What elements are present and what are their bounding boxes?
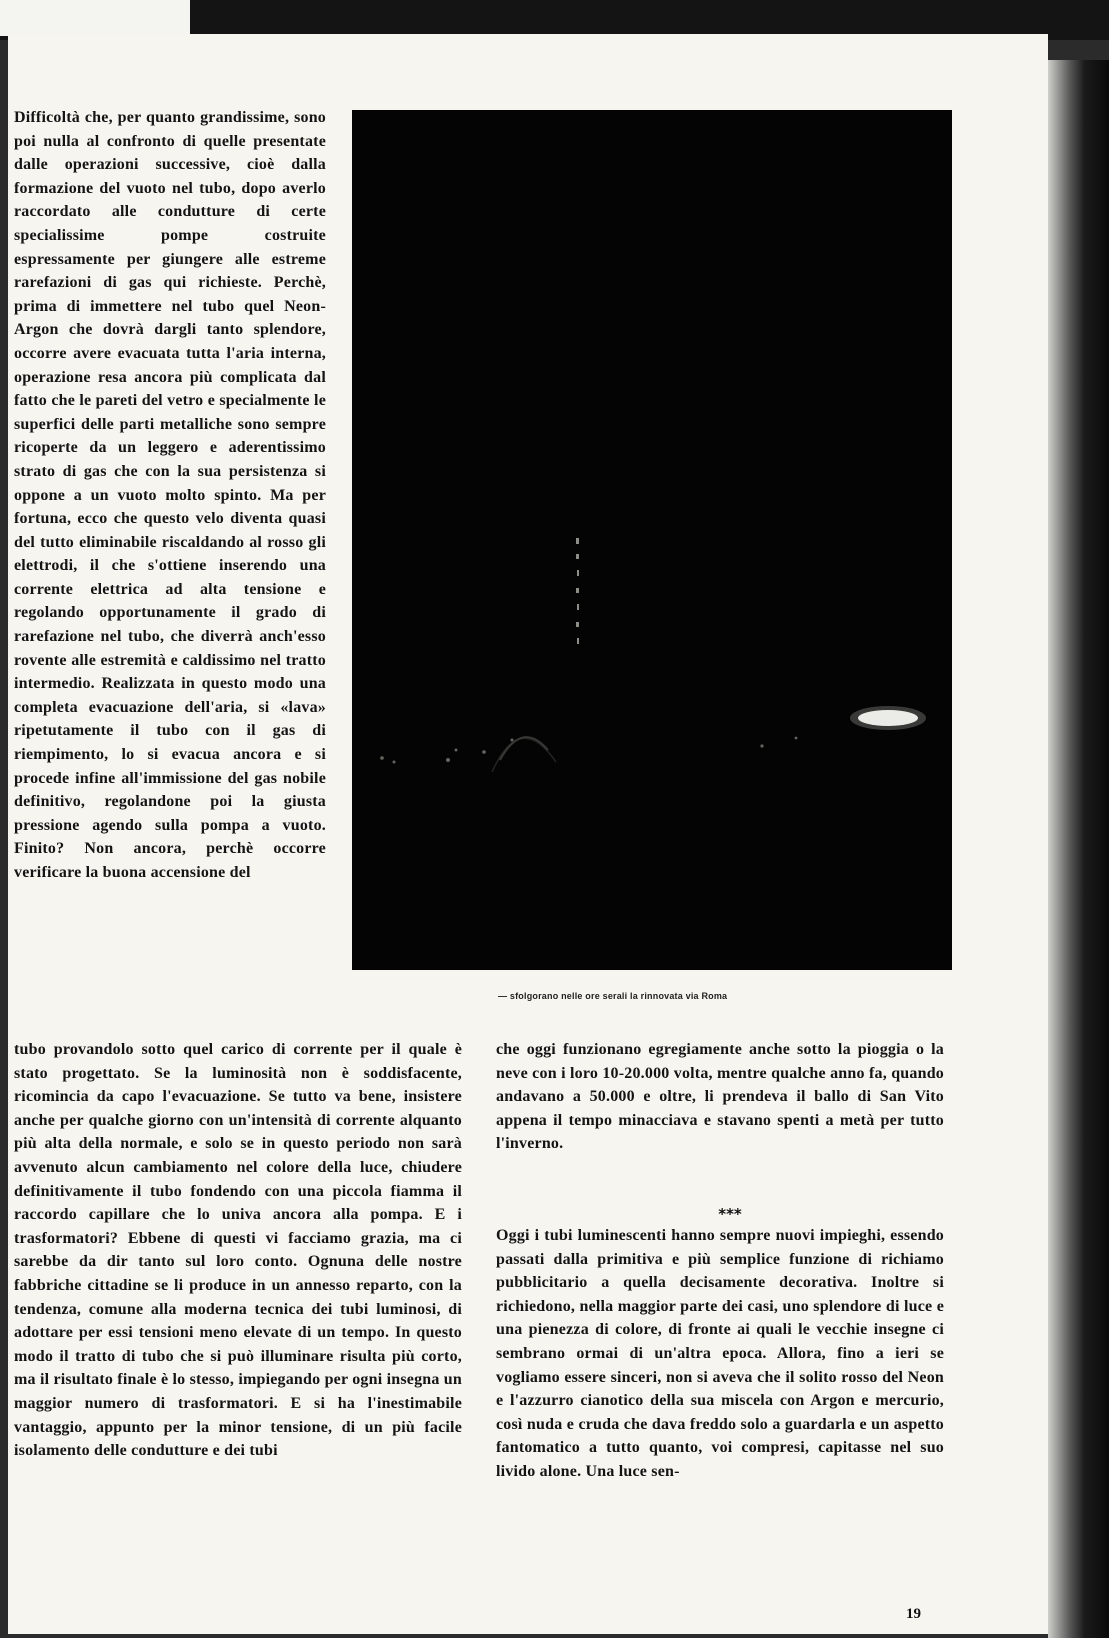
right-paragraph-1: che oggi funzionano egregiamente anche sotto la pioggia o la neve con i loro 10-20.000 volta, mentre qualche anno fa, quando andavano a 50.000 e oltre, li prendeva il ballo di San Vito appena il tempo minacciava e stavano spenti a metà per tutto l'inverno. bbox=[496, 1041, 944, 1153]
article-left-column: Difficoltà che, per quanto grandissime, sono poi nulla al confronto di quelle presentate dalle operazioni successive, cioè dalla formazione del vuoto nel tubo, dopo averlo raccordato alle condutture di certe specialissime pompe costruite espressamente per giungere alle estreme rarefazioni di gas qui richieste. Perchè, prima di immettere nel tubo quel Neon-Argon che dovrà dargli tanto splendore, occorre avere evacuata tutta l'aria interna, operazione resa ancora più complicata dal fatto che le pareti del vetro e specialmente le superfici delle parti metalliche sono sempre ricoperte da un leggero e aderentissimo strato di gas che con la sua persistenza si oppone a un vuoto molto spinto. Ma per fortuna, ecco che questo velo diventa quasi del tutto eliminabile riscaldando al rosso gli elettrodi, il che s'ottiene inserendo una corrente elettrica ad alta tensione e regolando opportunamente il grado di rarefazione nel tubo, che diverrà anch'esso rovente alle estremità e caldissimo nel tratto intermedio. Realizzata in questo modo una completa evacuazione dell'aria, si «lava» ripetutamente il tubo con il gas di riempimento, lo si evacua ancora e si procede infine all'immissione del gas nobile definitivo, regolandone poi la giusta pressione agendo sulla pompa a vuoto. Finito? Non ancora, perchè occorre verificare la buona accensione del bbox=[14, 109, 326, 881]
section-break-asterisks: *** bbox=[718, 1205, 742, 1223]
article-right-column bbox=[496, 1038, 944, 1484]
article-lower-left-column: tubo provandolo sotto quel carico di corrente per il quale è stato progettato. Se la luminosità non è soddisfacente, ricomincia da capo l'evacuazione. Se tutto va bene, insistere anche per qualche giorno con un'intensità di corrente alquanto più alta della normale, e solo se in questo periodo non sarà avvenuto alcun cambiamento nel colore della luce, chiudere definitivamente il tubo fondendo con una piccola fiamma il raccordo capillare che lo univa ancora alla pompa. E i trasformatori? Ebbene di questi vi facciamo grazia, ma ci sarebbe da dir tanto sul loro conto. Ognuna delle nostre fabbriche cittadine se li produce in un annesso reparto, con la tendenza, comune alla moderna tecnica dei tubi luminosi, di adottare per essi tensioni meno elevate di un tempo. In questo modo il tratto di tubo che si può illuminare risulta più corto, ma il risultato finale è lo stesso, impiegando per ogni insegna un maggior numero di trasformatori. E si ha l'inestimabile vantaggio, appunto per la minor tensione, di un più facile isolamento delle condutture e dei tubi bbox=[14, 1041, 462, 1460]
book-spine-shadow bbox=[1048, 60, 1109, 1638]
night-street-photo bbox=[352, 110, 952, 970]
right-paragraph-2: Oggi i tubi luminescenti hanno sempre nuovi impieghi, essendo passati dalla primitiva e più semplice funzione di richiamo pubblicitario a quella decisamente decorativa. Inoltre si richiedono, nella maggior parte dei casi, uno splendore di luce e una pienezza di colore, di fronte ai quali le vecchie insegne ci sembrano ormai di un'altra epoca. Allora, fino a ieri se vogliamo essere sinceri, non si aveva che il solito rosso del Neon e l'azzurro cianotico della sua miscela con Argon e mercurio, così nuda e cruda che dava freddo solo a guardarla e un aspetto fantomatico a tutto quanto, voi compresi, capitasse nel suo livido alone. Una luce sen- bbox=[496, 1226, 944, 1480]
scan-corner bbox=[0, 0, 190, 36]
photo-graphic bbox=[352, 110, 952, 970]
page-number: 19 bbox=[906, 1606, 921, 1622]
photo-caption: — sfolgorano nelle ore serali la rinnovata via Roma bbox=[498, 991, 728, 1001]
